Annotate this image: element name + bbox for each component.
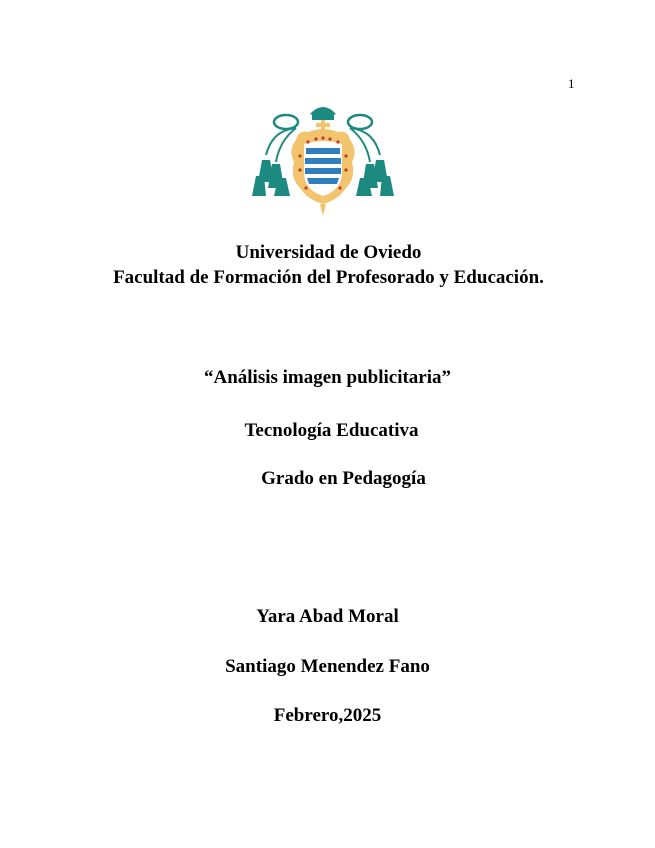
university-of-oviedo-crest-icon [248, 100, 398, 220]
document-title: “Análisis imagen publicitaria” [203, 367, 452, 388]
author-name: Santiago Menendez Fano [225, 656, 430, 677]
course-name: Tecnología Educativa [244, 420, 419, 441]
page-number: 1 [568, 76, 575, 91]
faculty-name: Facultad de Formación del Profesorado y Educación. [113, 267, 544, 288]
university-name: Universidad de Oviedo [235, 242, 422, 263]
degree-name: Grado en Pedagogía [261, 468, 426, 489]
author-name: Yara Abad Moral [256, 606, 399, 627]
document-date: Febrero,2025 [273, 705, 382, 726]
